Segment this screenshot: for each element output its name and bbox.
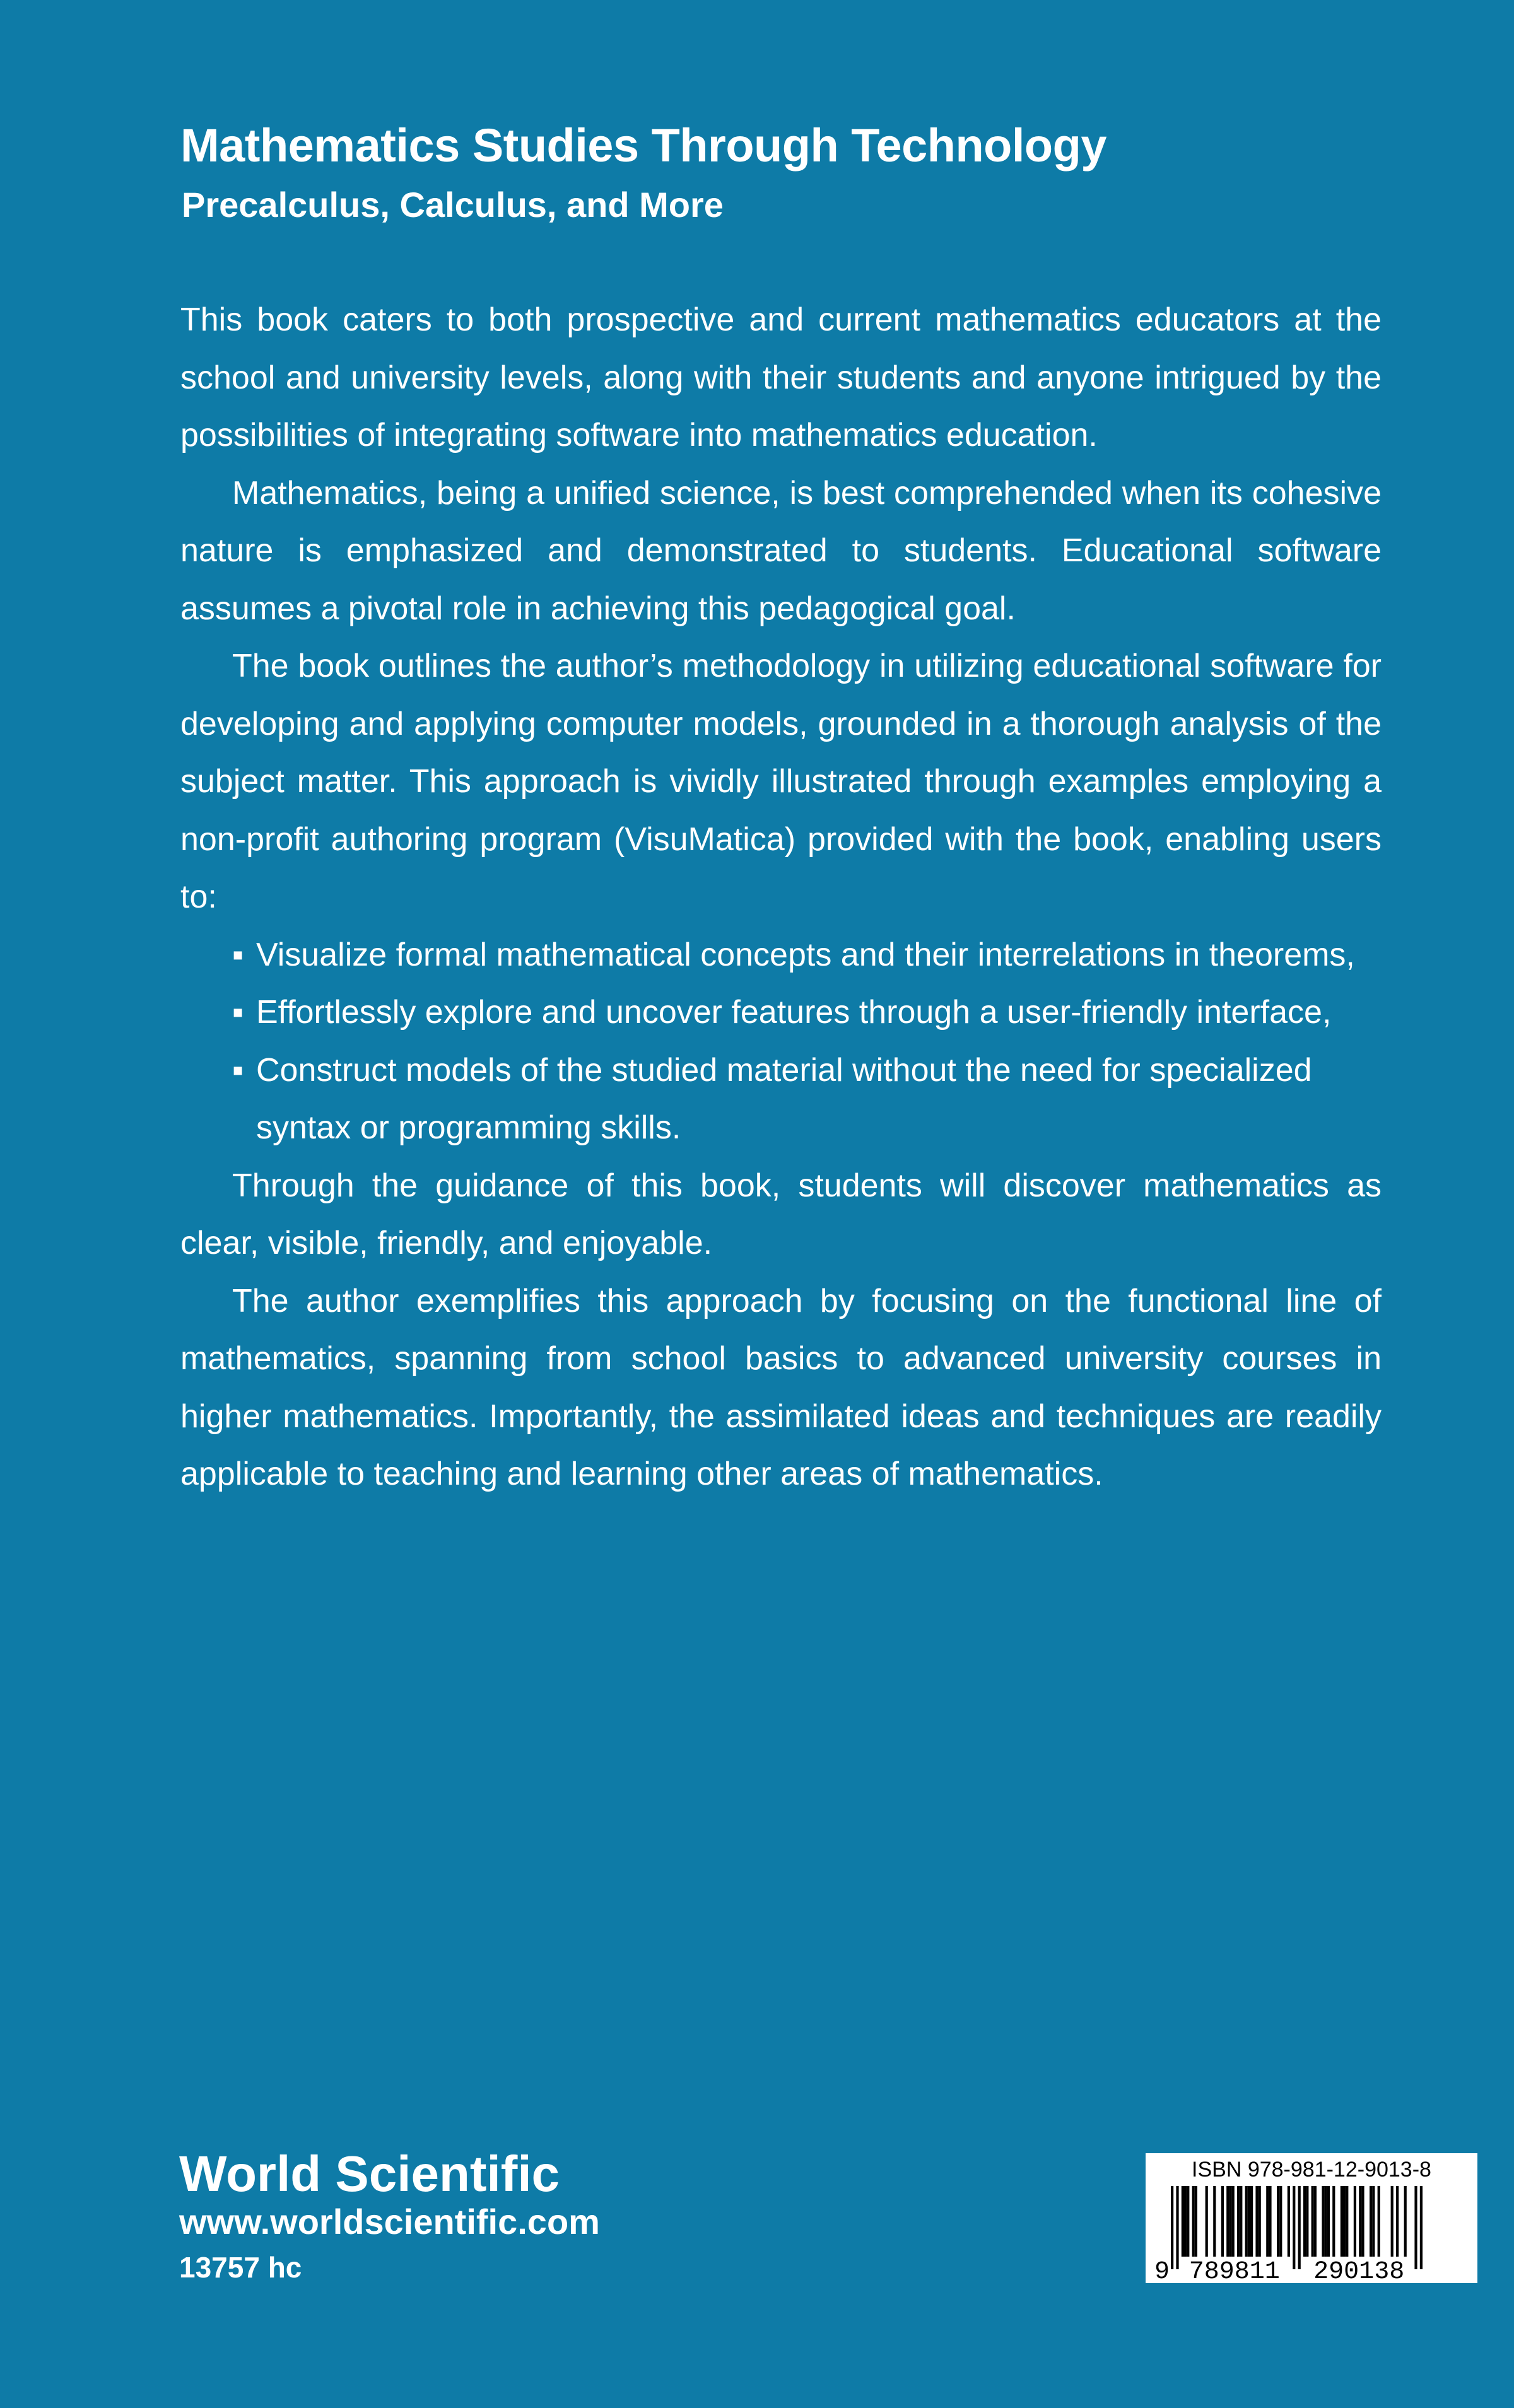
barcode-digits: 789811 xyxy=(1188,2258,1280,2283)
barcode-bar xyxy=(1354,2186,1356,2257)
barcode-bar xyxy=(1171,2186,1173,2269)
barcode-bar xyxy=(1279,2186,1282,2257)
blurb-paragraph: Mathematics, being a unified science, is best comprehended when its cohesive nature is emphasized and demonstrated to students. Educational software assumes a pivotal role in achieving this pedagogical goal. xyxy=(180,474,1382,627)
barcode-bar xyxy=(1327,2186,1330,2257)
barcode-bar xyxy=(1414,2186,1417,2269)
barcode-bar xyxy=(1229,2186,1231,2257)
barcode-bar xyxy=(1255,2186,1258,2257)
barcode-bar xyxy=(1213,2186,1216,2257)
barcode-bar xyxy=(1303,2186,1306,2257)
barcode-bar xyxy=(1240,2186,1242,2257)
bullet-icon: ▪ xyxy=(232,936,244,973)
barcode-bar xyxy=(1312,2186,1314,2257)
barcode-bar xyxy=(1343,2186,1346,2257)
barcode-digits: 9 xyxy=(1154,2258,1170,2283)
feature-list xyxy=(180,926,1382,1157)
barcode-bar xyxy=(1361,2186,1364,2257)
bullet-icon: ▪ xyxy=(232,1051,244,1089)
book-title: Mathematics Studies Through Technology xyxy=(180,119,1106,172)
barcode-bar xyxy=(1314,2186,1317,2257)
barcode-bar xyxy=(1298,2186,1301,2269)
barcode-bar xyxy=(1346,2186,1348,2257)
barcode-bar xyxy=(1293,2186,1295,2269)
barcode-bar xyxy=(1232,2186,1235,2257)
isbn-barcode xyxy=(1146,2153,1477,2283)
barcode-bar xyxy=(1322,2186,1324,2257)
feature-list-item xyxy=(232,926,1382,985)
feature-text: Construct models of the studied material without the need for specialized syntax or programming skills. xyxy=(256,1051,1312,1146)
barcode-bar xyxy=(1269,2186,1271,2257)
barcode-bar xyxy=(1259,2186,1261,2257)
barcode-bar xyxy=(1245,2186,1248,2257)
barcode-bar xyxy=(1226,2186,1229,2257)
feature-text: Effortlessly explore and uncover features through a user-friendly interface, xyxy=(256,994,1332,1031)
barcode-bar xyxy=(1341,2186,1343,2257)
blurb-paragraph: The book outlines the author’s methodology in utilizing educational software for developing and applying computer models, grounded in a thorough analysis of the subject matter. This approach is vividly illustrated through examples employing a non-profit authoring program (VisuMatica) provided with the book, enabling users to: xyxy=(180,648,1382,915)
barcode-bar xyxy=(1391,2186,1394,2257)
barcode-graphic xyxy=(1146,2183,1477,2283)
barcode-bar xyxy=(1184,2186,1187,2257)
barcode-bar xyxy=(1237,2186,1240,2257)
book-subtitle: Precalculus, Calculus, and More xyxy=(182,185,724,225)
publisher-website: www.worldscientific.com xyxy=(179,2202,600,2241)
barcode-bar xyxy=(1306,2186,1308,2257)
barcode-bar xyxy=(1266,2186,1269,2257)
feature-text: Visualize formal mathematical concepts and their interrelations in theorems, xyxy=(256,936,1355,973)
barcode-bar xyxy=(1396,2186,1399,2257)
bullet-icon: ▪ xyxy=(232,994,244,1031)
barcode-bar xyxy=(1288,2186,1290,2257)
barcode-bar xyxy=(1370,2186,1372,2257)
barcode-bar xyxy=(1221,2186,1224,2257)
barcode-bar xyxy=(1325,2186,1327,2257)
barcode-bar xyxy=(1250,2186,1253,2257)
blurb-paragraph: The author exemplifies this approach by focusing on the functional line of mathematics, spanning from school basics to advanced university courses in higher mathematics. Importantly, the assimilated ideas and techniques are readily applicable to teaching and learning other areas of mathematics. xyxy=(180,1282,1382,1492)
barcode-bar xyxy=(1332,2186,1335,2257)
barcode-bar xyxy=(1248,2186,1250,2257)
barcode-bar xyxy=(1372,2186,1375,2257)
blurb-paragraph: This book caters to both prospective and current mathematics educators at the school and university levels, along with their students and anyone intrigued by the possibilities of integrating software into mathematics education. xyxy=(180,301,1382,453)
barcode-bar xyxy=(1206,2186,1208,2257)
isbn-label: ISBN 978-981-12-9013-8 xyxy=(1192,2158,1431,2182)
barcode-bar xyxy=(1176,2186,1178,2269)
barcode-bar xyxy=(1359,2186,1361,2257)
barcode-bar xyxy=(1182,2186,1184,2257)
barcode-bar xyxy=(1420,2186,1423,2269)
feature-list-item xyxy=(232,984,1382,1042)
blurb-paragraph: Through the guidance of this book, students will discover mathematics as clear, visible, friendly, and enjoyable. xyxy=(180,1167,1382,1261)
barcode-digits: 290138 xyxy=(1313,2258,1405,2283)
barcode-bar xyxy=(1378,2186,1380,2257)
feature-list-item xyxy=(232,1042,1382,1157)
blurb xyxy=(180,291,1382,1504)
barcode-bar xyxy=(1192,2186,1195,2257)
barcode-bar xyxy=(1277,2186,1279,2257)
barcode-bar xyxy=(1404,2186,1407,2257)
product-code: 13757 hc xyxy=(179,2251,302,2284)
publisher-logo-text: World Scientific xyxy=(179,2146,560,2202)
barcode-bar xyxy=(1195,2186,1197,2257)
barcode-bar xyxy=(1187,2186,1189,2257)
